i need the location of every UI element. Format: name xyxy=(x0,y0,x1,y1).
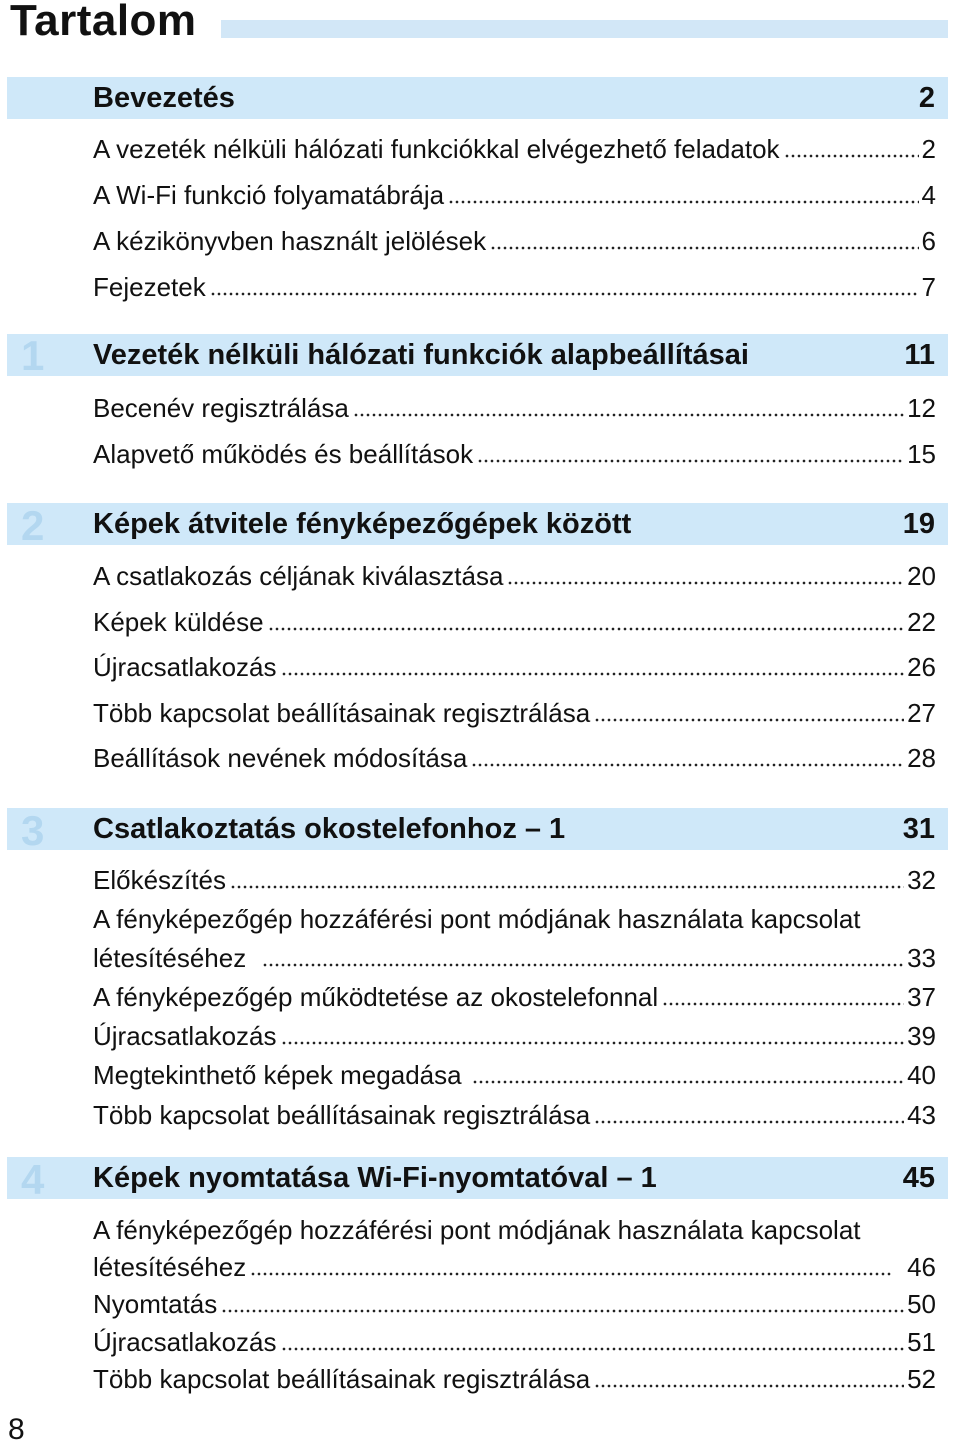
section-page-number: 45 xyxy=(902,1162,935,1194)
toc-entry[interactable] xyxy=(93,742,936,774)
toc-entry[interactable] xyxy=(93,392,936,424)
dot-leader xyxy=(662,1002,904,1006)
toc-entry-label: Előkészítés xyxy=(93,865,226,895)
toc-entry-page: 43 xyxy=(907,1100,936,1130)
toc-entry-page: 26 xyxy=(907,652,936,682)
toc-entry[interactable] xyxy=(93,651,936,683)
dot-leader xyxy=(490,246,918,250)
dot-leader xyxy=(230,885,904,889)
toc-entry[interactable] xyxy=(93,1288,936,1320)
toc-entry-label: Több kapcsolat beállításainak regisztrálása xyxy=(93,1100,591,1130)
toc-entry-page: 46 xyxy=(907,1252,936,1282)
dot-leader xyxy=(594,1384,904,1388)
dot-leader xyxy=(471,763,904,767)
toc-entry-label-line1[interactable]: A fényképezőgép hozzáférési pont módjának használata kapcsolat xyxy=(93,1215,861,1245)
toc-entry-page: 51 xyxy=(907,1327,936,1357)
toc-entry-label: Újracsatlakozás xyxy=(93,652,277,682)
toc-entry-label: Újracsatlakozás xyxy=(93,1327,277,1357)
toc-entry[interactable] xyxy=(93,981,936,1013)
toc-entry-page: 39 xyxy=(907,1021,936,1051)
toc-entry-page: 32 xyxy=(907,865,936,895)
chapter-number: 4 xyxy=(21,1156,45,1203)
title-rule xyxy=(221,20,948,38)
dot-leader xyxy=(472,1080,905,1084)
toc-entry-page: 50 xyxy=(907,1289,936,1319)
toc-entry-page: 6 xyxy=(921,226,936,256)
toc-entry-label: A vezeték nélküli hálózati funkciókkal elvégezhető feladatok xyxy=(93,134,780,164)
toc-entry-page: 15 xyxy=(907,439,936,469)
toc-entry[interactable] xyxy=(93,133,936,165)
section-page-number: 2 xyxy=(918,82,935,114)
toc-entry[interactable] xyxy=(93,697,936,729)
toc-entry[interactable] xyxy=(93,1020,936,1052)
toc-entry-label: A csatlakozás céljának kiválasztása xyxy=(93,561,504,591)
chapter-number: 3 xyxy=(21,807,45,854)
toc-entry-label: Becenév regisztrálása xyxy=(93,393,349,423)
toc-entry[interactable] xyxy=(93,1363,936,1395)
section-page-number: 11 xyxy=(904,339,935,371)
toc-entry[interactable] xyxy=(93,560,936,592)
toc-entry[interactable] xyxy=(93,942,936,974)
dot-leader xyxy=(594,718,904,722)
section-title[interactable]: Képek nyomtatása Wi-Fi-nyomtatóval – 1 xyxy=(93,1162,657,1194)
toc-entry-page: 12 xyxy=(907,393,936,423)
dot-leader xyxy=(594,1120,904,1124)
section-title[interactable]: Vezeték nélküli hálózati funkciók alapbeállításai xyxy=(93,339,749,371)
section-title[interactable]: Képek átvitele fényképezőgépek között xyxy=(93,508,632,540)
toc-entry-label: Több kapcsolat beállításainak regisztrálása xyxy=(93,698,591,728)
toc-entry-page: 52 xyxy=(907,1364,936,1394)
toc-entry[interactable] xyxy=(93,1251,936,1283)
dot-leader xyxy=(221,1309,904,1313)
toc-entry[interactable] xyxy=(93,1099,936,1131)
toc-entry-page: 4 xyxy=(921,180,936,210)
toc-entry[interactable] xyxy=(93,179,936,211)
section-page-number: 31 xyxy=(902,813,935,845)
toc-entry-label: Megtekinthető képek megadása xyxy=(93,1060,462,1090)
chapter-number: 1 xyxy=(21,332,45,379)
toc-entry-label: Újracsatlakozás xyxy=(93,1021,277,1051)
toc-entry-label: létesítéséhez xyxy=(93,943,247,973)
section-title[interactable]: Csatlakoztatás okostelefonhoz – 1 xyxy=(93,813,566,845)
dot-leader xyxy=(448,200,918,204)
toc-entry[interactable] xyxy=(93,225,936,257)
page-number: 8 xyxy=(8,1413,25,1446)
toc-entry-label: Nyomtatás xyxy=(93,1289,218,1319)
toc-entry[interactable] xyxy=(93,271,936,303)
toc-entry[interactable] xyxy=(93,1326,936,1358)
dot-leader xyxy=(281,1347,905,1351)
toc-entry-label: Alapvető működés és beállítások xyxy=(93,439,474,469)
toc-entry-page: 20 xyxy=(907,561,936,591)
toc-entry-label-line1[interactable]: A fényképezőgép hozzáférési pont módjának használata kapcsolat xyxy=(93,904,861,934)
toc-entry-label: A fényképezőgép működtetése az okostelefonnal xyxy=(93,982,659,1012)
chapter-number: 2 xyxy=(21,502,45,549)
dot-leader xyxy=(262,963,904,967)
toc-entry[interactable] xyxy=(93,606,936,638)
toc-entry-label: Képek küldése xyxy=(93,607,264,637)
dot-leader xyxy=(281,672,905,676)
toc-entry-page: 40 xyxy=(907,1060,936,1090)
toc-entry-page: 28 xyxy=(907,743,936,773)
dot-leader xyxy=(477,459,904,463)
dot-leader xyxy=(507,581,904,585)
dot-leader xyxy=(268,627,905,631)
section-title[interactable]: Bevezetés xyxy=(93,82,235,114)
toc-entry[interactable] xyxy=(93,864,936,896)
dot-leader xyxy=(353,413,904,417)
toc-entry-label: A kézikönyvben használt jelölések xyxy=(93,226,487,256)
toc-entry-label: létesítéséhez xyxy=(93,1252,247,1282)
section-page-number: 19 xyxy=(902,508,935,540)
toc-entry-label: Több kapcsolat beállításainak regisztrálása xyxy=(93,1364,591,1394)
toc-entry-page: 2 xyxy=(921,134,936,164)
toc-entry-label: Beállítások nevének módosítása xyxy=(93,743,468,773)
toc-entry-page: 22 xyxy=(907,607,936,637)
toc-entry-page: 7 xyxy=(921,272,936,302)
toc-entry-page: 33 xyxy=(907,943,936,973)
toc-entry-label: A Wi-Fi funkció folyamatábrája xyxy=(93,180,445,210)
dot-leader xyxy=(281,1041,905,1045)
toc-entry[interactable] xyxy=(93,1059,936,1091)
toc-entry-page: 27 xyxy=(907,698,936,728)
dot-leader xyxy=(250,1272,891,1276)
toc-entry-label: Fejezetek xyxy=(93,272,206,302)
toc-entry-page: 37 xyxy=(907,982,936,1012)
toc-entry[interactable] xyxy=(93,438,936,470)
dot-leader xyxy=(210,292,919,296)
page-title: Tartalom xyxy=(10,0,197,45)
dot-leader xyxy=(784,154,919,158)
